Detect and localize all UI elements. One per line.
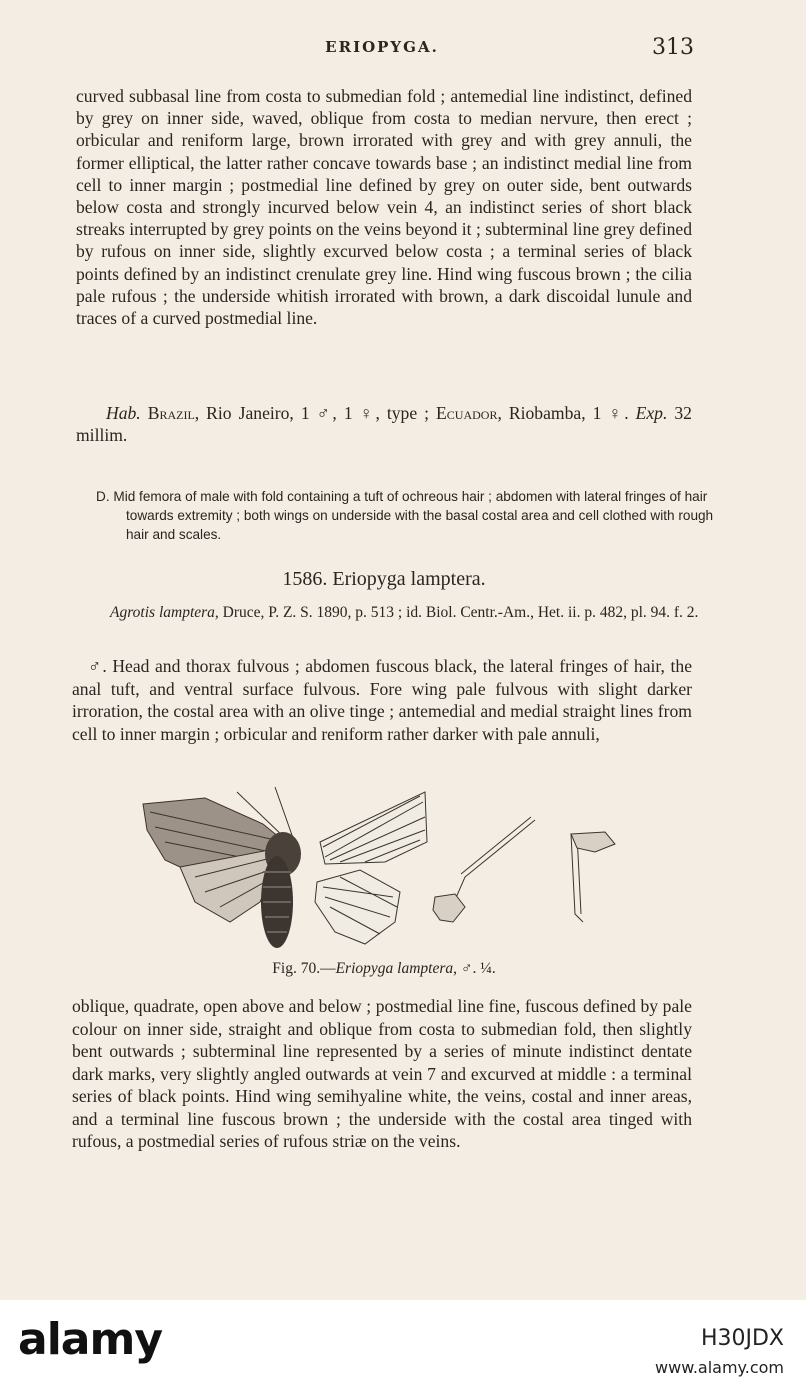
citation-rest: , Druce, P. Z. S. 1890, p. 513 ; id. Biol. Centr.-Am., Het. ii. p. 482, pl. 94. f. 2. — [214, 604, 699, 621]
moth-figure — [135, 782, 625, 957]
exp-value: 32 millim. — [76, 403, 692, 446]
figure-caption — [76, 960, 692, 978]
leg-detail-illustration — [433, 817, 615, 922]
hab-locality-1: , Rio Janeiro, 1 ♂, 1 ♀, type ; — [194, 403, 437, 423]
body-illustration — [261, 832, 301, 948]
description-paragraph-1: curved subbasal line from costa to submedian fold ; antemedial line indistinct, defined by grey on inner side, waved, oblique from costa to median nervure, then erect ; orbicular and reniform large, brown irrorated with grey and with grey annuli, the former elliptical, the latter rather concave towards base ; an indistinct medial line from cell to inner margin ; postmedial line defined by grey on outer side, bent outwards below costa and strongly incurved below vein 4, an indistinct series of short black streaks interrupted by grey points on the veins beyond it ; subterminal line grey defined by rufous on inner side, slightly excurved below costa ; a terminal series of black points defined by an indistinct crenulate grey line. Hind wing fuscous brown ; the cilia pale rufous ; the underside whitish irrorated with brown, a dark discoidal lunule and traces of a curved postmedial line. — [76, 86, 692, 329]
hab-country-2: Ecuador — [436, 403, 498, 423]
caption-suffix: , ♂. ¼. — [453, 960, 496, 977]
description-paragraph-2: ♂. Head and thorax fulvous ; abdomen fuscous black, the lateral fringes of hair, the anal tuft, and ventral surface fulvous. Fore wing pale fulvous with slight darker irroration, the costal area with an olive tinge ; antemedial and medial straight lines from cell to inner margin ; orbicular and reniform rather darker with pale annuli, — [72, 656, 692, 744]
hab-locality-2: , Riobamba, 1 ♀. — [497, 403, 636, 423]
hab-label: Hab. — [106, 403, 141, 423]
citation-name: Agrotis lamptera — [110, 604, 215, 621]
wing-venation-illustration — [315, 792, 427, 944]
running-head: ERIOPYGA. — [325, 38, 439, 56]
caption-prefix: Fig. 70.— — [272, 960, 336, 977]
caption-name: Eriopyga lamptera — [335, 960, 454, 977]
page-number: 313 — [652, 35, 694, 60]
species-citation — [110, 603, 706, 623]
hab-country-1: Brazil — [147, 403, 195, 423]
image-id: H30JDX — [700, 1326, 784, 1351]
site-url[interactable]: www.alamy.com — [655, 1358, 784, 1377]
description-paragraph-3: oblique, quadrate, open above and below ; postmedial line fine, fuscous defined by pale colour on inner side, straight and oblique from costa to submedian fold, then slightly bent outwards ; subterminal line represented by a series of minute indistinct dentate dark marks, very slightly angled outwards at vein 7 and excurved at middle : a terminal series of black points. Hind wing semihyaline white, the veins, costal and inner areas, and a terminal line fuscous brown ; the underside with the costal area tinged with rufous, a postmedial series of rufous striæ on the veins. — [72, 996, 692, 1151]
habitat-line — [76, 402, 692, 446]
exp-label: Exp. — [635, 403, 668, 423]
species-heading: 1586. Eriopyga lamptera. — [282, 568, 486, 590]
watermark-footer — [0, 1300, 806, 1390]
section-note: D. Mid femora of male with fold containing a tuft of ochreous hair ; abdomen with lateral fringes of hair towards extremity ; both wings on underside with the basal costal area and cell clothed with rough hair and scales. — [96, 489, 714, 542]
page-header — [70, 35, 694, 68]
alamy-logo: alamy — [18, 1314, 162, 1365]
